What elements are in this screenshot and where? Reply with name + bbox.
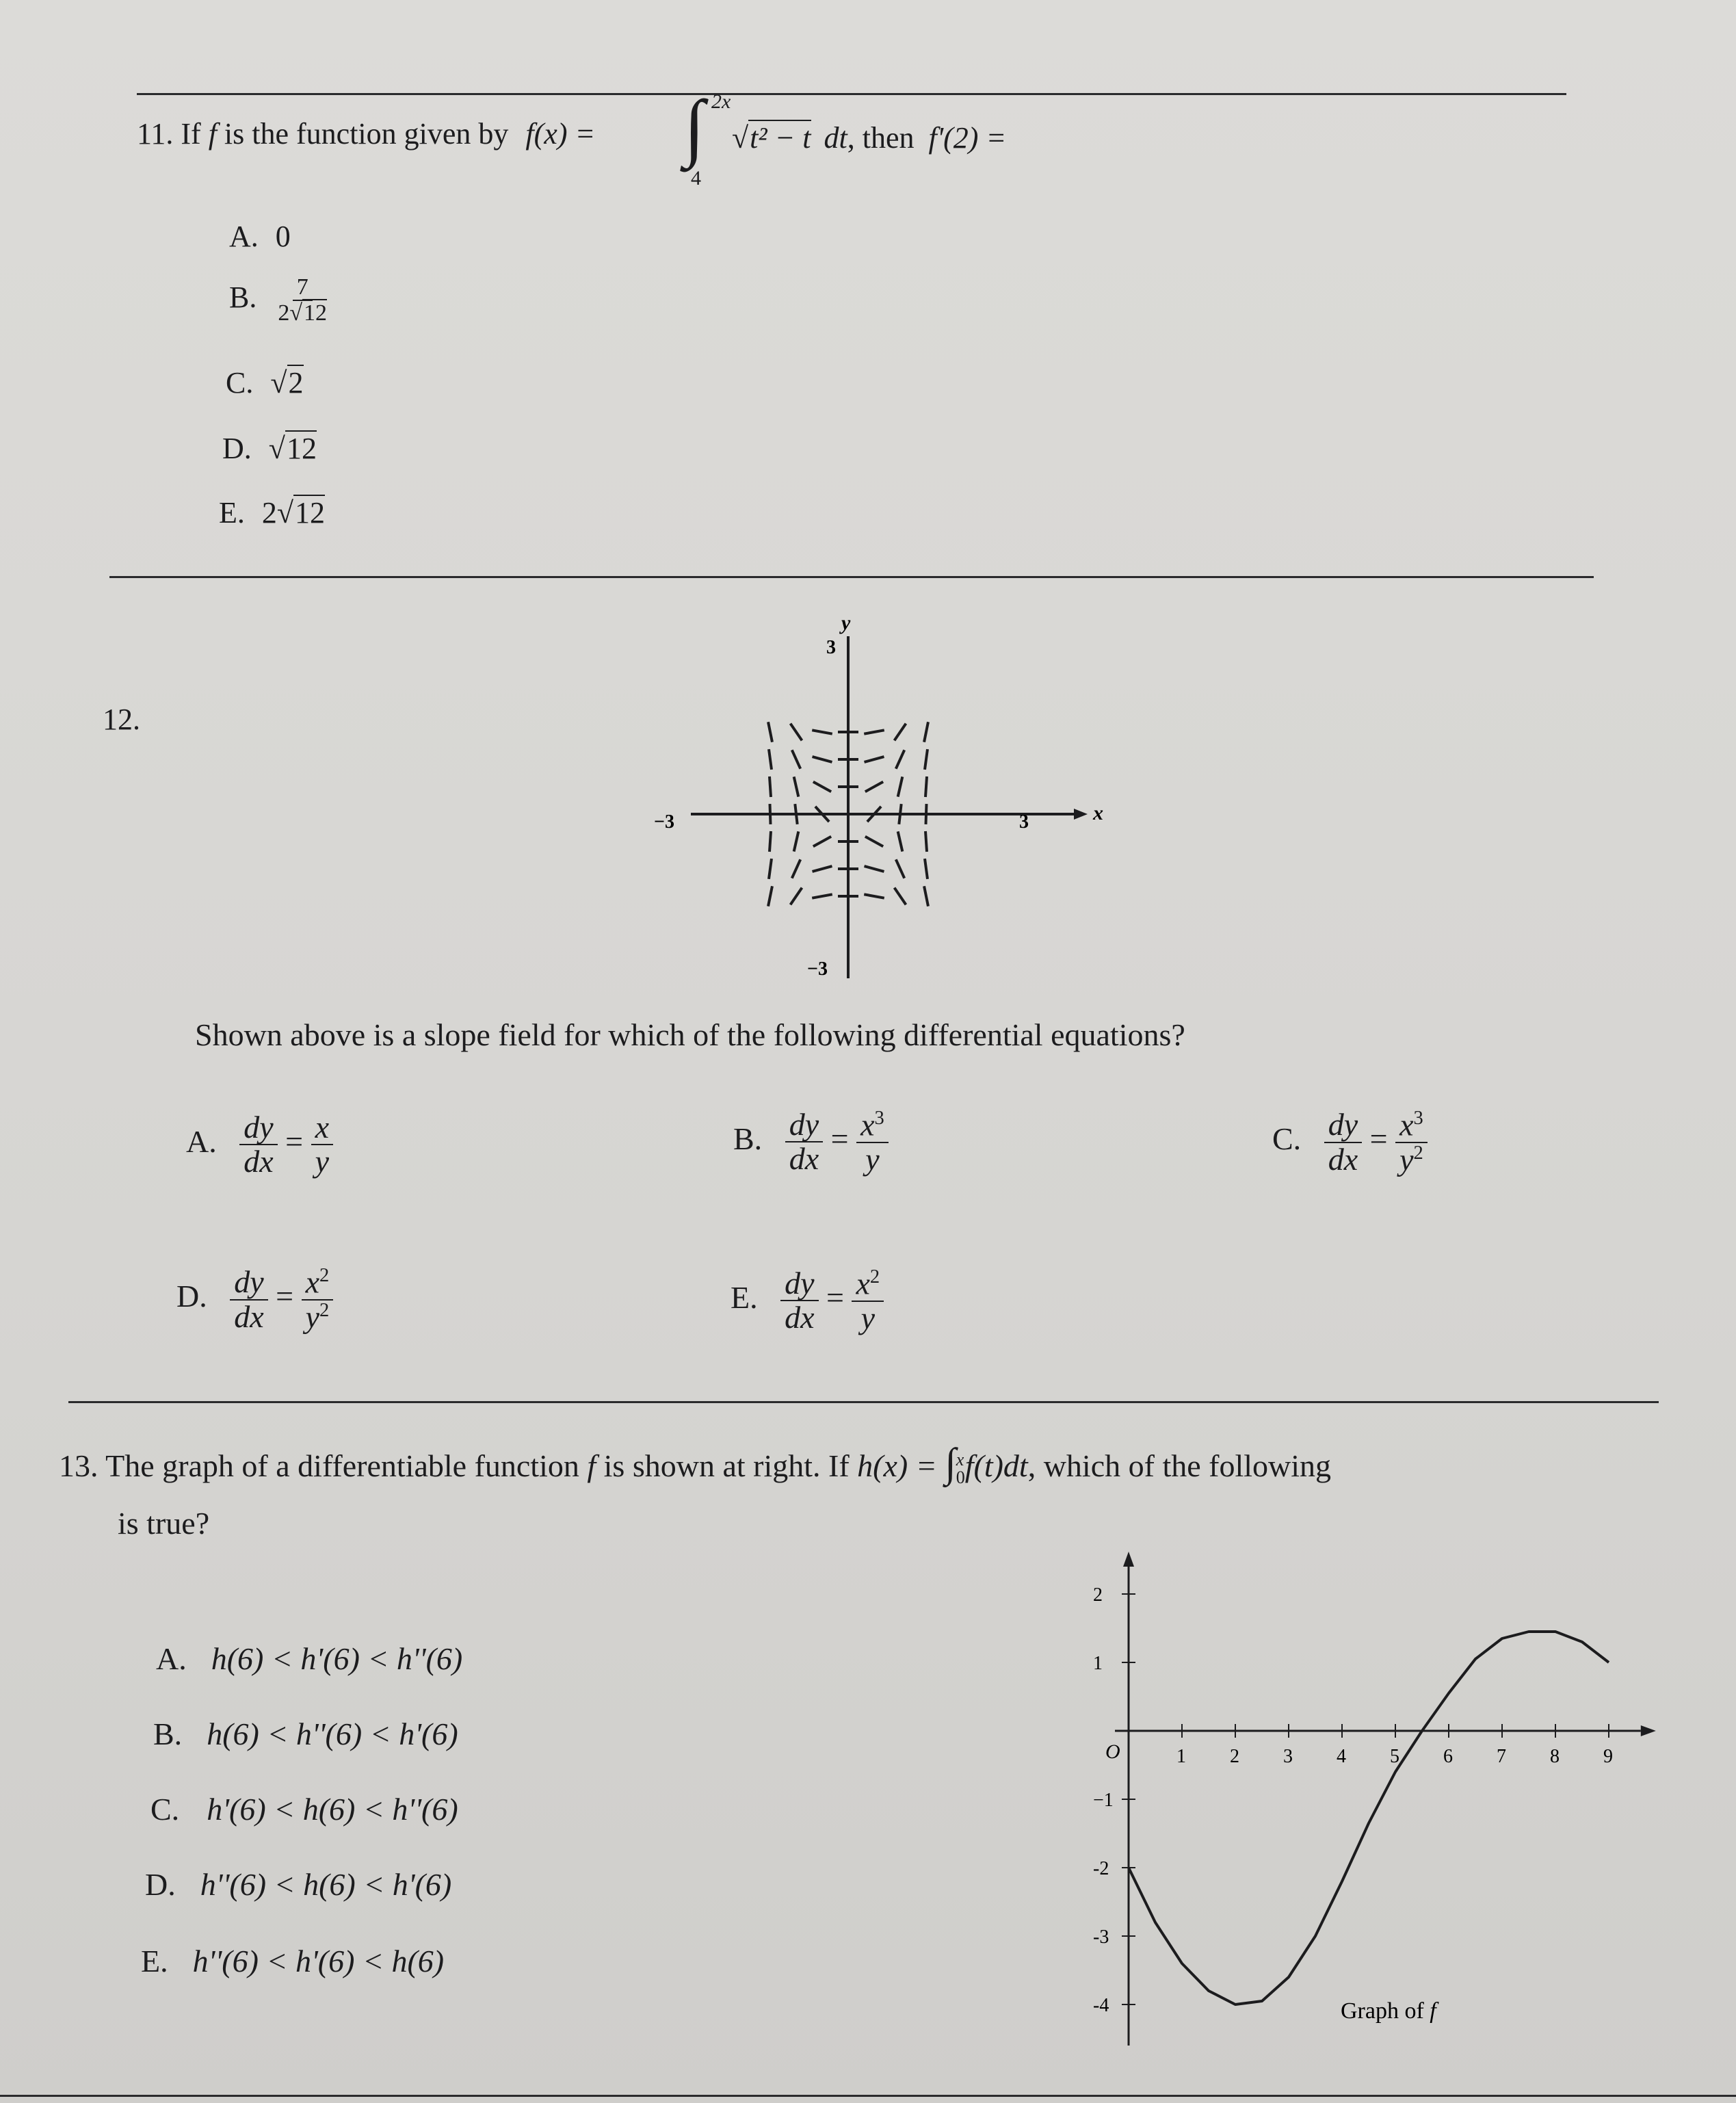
choice-letter: B.	[733, 1121, 763, 1157]
choice-letter: D.	[145, 1867, 176, 1902]
slope-mark	[791, 724, 802, 741]
slope-mark	[896, 859, 904, 878]
frac-den-rad: 12	[304, 300, 328, 326]
choice-text: 0	[275, 220, 291, 253]
f-x-tick-label: 7	[1497, 1746, 1506, 1767]
slope-mark	[791, 888, 802, 905]
slope-mark	[768, 886, 772, 906]
choice-prefix: 2	[261, 496, 277, 530]
slope-mark	[925, 859, 928, 879]
q11-fx: f(x) =	[525, 117, 596, 151]
slope-mark	[865, 782, 883, 792]
q11-dt: dt	[824, 121, 847, 155]
slope-mark	[924, 722, 928, 742]
slope-mark	[925, 831, 927, 852]
choice-letter: B.	[229, 280, 257, 314]
q13-text1: The graph of a differentiable function	[105, 1448, 579, 1483]
sf-y-label: y	[841, 612, 851, 634]
q13-choice-c[interactable]	[150, 1791, 458, 1827]
choice-text: h'(6) < h(6) < h''(6)	[207, 1792, 458, 1827]
slope-mark	[865, 837, 883, 846]
top-rule	[137, 93, 1566, 95]
sf-xmin: −3	[654, 811, 674, 833]
slope-mark	[865, 757, 884, 762]
slope-mark	[895, 724, 906, 741]
slope-mark	[898, 831, 903, 851]
q11-choice-a[interactable]	[229, 219, 291, 254]
f-graph-caption-f: f	[1430, 1998, 1436, 2024]
dy: dy	[239, 1111, 277, 1145]
q13-text2: is shown at right. If	[603, 1448, 850, 1483]
choice-radicand: 12	[286, 432, 317, 465]
q11-choice-d[interactable]: D. √12	[222, 432, 317, 465]
choice-letter: A.	[229, 220, 259, 253]
dx: dx	[1328, 1141, 1358, 1177]
choice-letter: E.	[141, 1944, 168, 1978]
f-origin-label: O	[1105, 1740, 1120, 1763]
dy: dy	[1324, 1108, 1362, 1142]
rhs-den: y	[865, 1141, 880, 1177]
rhs-den: y	[305, 1298, 320, 1334]
q11-upper: 2x	[711, 90, 731, 113]
frac-num: 7	[293, 275, 313, 301]
dy: dy	[780, 1267, 818, 1301]
f-y-tick-label: -4	[1093, 1995, 1109, 2016]
sf-x-arrow	[1074, 809, 1088, 820]
q11-integral-sign: ∫	[684, 85, 705, 168]
f-x-tick-label: 9	[1603, 1746, 1613, 1767]
choice-letter: E.	[731, 1280, 758, 1316]
q12-prompt: Shown above is a slope field for which of the following differential equations?	[195, 1017, 1185, 1052]
slope-mark	[813, 866, 832, 872]
f-y-tick-label: 2	[1093, 1584, 1103, 1606]
choice-letter: A.	[156, 1641, 187, 1676]
slope-mark	[813, 782, 831, 792]
q13-number: 13.	[59, 1448, 98, 1483]
q11-integrand: √t² − t dt, then f'(2) =	[732, 121, 1007, 155]
slope-field	[636, 595, 1101, 985]
divider-11-12	[109, 576, 1594, 578]
dx: dx	[234, 1298, 264, 1334]
rhs-den-exp: 2	[1413, 1142, 1423, 1164]
choice-radicand: 2	[288, 366, 304, 400]
choice-text: h(6) < h''(6) < h'(6)	[207, 1716, 458, 1751]
slope-mark	[864, 894, 884, 898]
q12-choice-a[interactable]: A. $\frac{dy}{dx}$ = $\frac{x}{y}$	[186, 1111, 333, 1179]
choice-letter: D.	[176, 1279, 207, 1314]
slope-mark	[792, 750, 800, 768]
slope-mark	[769, 859, 772, 879]
frac-den-pre: 2	[278, 300, 290, 326]
sf-xmax: 3	[1019, 811, 1029, 833]
q11-stem	[137, 116, 595, 151]
slope-mark	[924, 886, 928, 906]
dx: dx	[244, 1144, 274, 1179]
q11-fprime: f'(2) =	[928, 121, 1007, 155]
q11-choice-e[interactable]: E. 2√12	[219, 496, 326, 530]
choice-text: h''(6) < h(6) < h'(6)	[200, 1867, 452, 1902]
slope-mark	[896, 750, 904, 768]
choice-letter: E.	[219, 496, 245, 530]
f-y-tick-label: −1	[1093, 1790, 1114, 1811]
choice-radicand: 12	[295, 496, 326, 530]
q11-f: f	[208, 117, 217, 151]
q11-choice-b[interactable]	[229, 275, 331, 325]
rhs-num: x	[305, 1264, 320, 1300]
q13-choice-b[interactable]	[153, 1716, 458, 1752]
q13-choice-e[interactable]	[141, 1943, 444, 1979]
f-graph-caption: Graph of f	[1341, 1998, 1439, 2024]
f-x-tick-label: 5	[1390, 1746, 1399, 1767]
slope-mark	[812, 894, 832, 898]
sf-ymin: −3	[807, 958, 828, 980]
slope-mark	[925, 776, 927, 797]
f-x-tick-label: 1	[1176, 1746, 1186, 1767]
slope-mark	[864, 730, 884, 733]
q13-hx: h(x) =	[857, 1448, 937, 1483]
f-x-tick-label: 2	[1230, 1746, 1239, 1767]
q11-lead: If	[181, 117, 201, 151]
choice-letter: A.	[186, 1123, 217, 1159]
rhs-num: x	[311, 1111, 333, 1145]
choice-text: h''(6) < h'(6) < h(6)	[192, 1944, 445, 1978]
choice-fraction: $\frac{7}{2√12}$	[278, 274, 328, 326]
f-y-tick-label: 1	[1093, 1653, 1103, 1674]
f-x-tick-label: 6	[1443, 1746, 1453, 1767]
rhs-num: x	[1399, 1107, 1414, 1142]
divider-12-13	[68, 1401, 1659, 1403]
dx: dx	[789, 1141, 819, 1177]
rhs-num-exp: 3	[874, 1108, 884, 1129]
f-x-tick-label: 4	[1337, 1746, 1346, 1767]
dy: dy	[230, 1266, 267, 1300]
choice-letter: C.	[150, 1792, 180, 1827]
q13-text4: is true?	[118, 1506, 210, 1541]
q12-choice-e[interactable]: E. $\frac{dy}{dx}$ = $\frac{x^2}{y}$	[731, 1267, 884, 1335]
f-x-arrow	[1641, 1725, 1656, 1736]
q12-number: 12.	[103, 703, 140, 736]
choice-letter: B.	[153, 1716, 183, 1751]
slope-mark	[813, 757, 832, 762]
rhs-den: y	[315, 1144, 330, 1179]
sf-ymax: 3	[826, 637, 836, 658]
rhs-den-exp: 2	[319, 1299, 330, 1321]
q13-integrand: f(t)dt	[964, 1448, 1028, 1483]
f-y-tick-label: -3	[1093, 1926, 1109, 1948]
q13-text3: , which of the following	[1027, 1448, 1332, 1483]
rhs-num: x	[856, 1266, 870, 1301]
choice-letter: D.	[222, 432, 252, 465]
q11-radicand: t² − t	[750, 121, 811, 155]
q13-choice-a[interactable]	[156, 1641, 462, 1677]
dy: dy	[785, 1108, 823, 1142]
rhs-num-exp: 3	[1413, 1108, 1423, 1129]
q11-choice-c[interactable]: C. √2	[226, 366, 304, 400]
slope-mark	[792, 859, 800, 878]
bottom-rule	[0, 2095, 1736, 2097]
f-x-tick-label: 3	[1283, 1746, 1293, 1767]
rhs-den: y	[860, 1300, 876, 1335]
f-x-tick-label: 8	[1550, 1746, 1560, 1767]
rhs-den: y	[1399, 1141, 1414, 1177]
slope-mark	[865, 866, 884, 872]
q13-choice-d[interactable]	[145, 1866, 451, 1903]
slope-mark	[813, 837, 831, 846]
slope-mark	[925, 749, 928, 770]
f-curve	[1129, 1632, 1609, 2004]
slope-mark	[770, 776, 771, 797]
slope-mark	[794, 776, 799, 796]
f-graph	[1081, 1539, 1683, 2032]
f-y-tick-label: -2	[1093, 1858, 1109, 1879]
slope-mark	[769, 749, 772, 770]
q11-number: 11.	[137, 117, 174, 151]
slope-mark	[768, 722, 772, 742]
q13-int-lower: 0	[956, 1467, 965, 1488]
q12-choice-d[interactable]: D. $\frac{dy}{dx}$ = $\frac{x^2}{y^2}$	[176, 1266, 333, 1333]
q12-choice-c[interactable]: C. $\frac{dy}{dx}$ = $\frac{x^3}{y^2}$	[1272, 1108, 1428, 1176]
rhs-num: x	[860, 1107, 875, 1142]
slope-mark	[770, 831, 771, 852]
choice-letter: C.	[226, 366, 254, 400]
choice-letter: C.	[1272, 1121, 1302, 1157]
f-y-arrow	[1123, 1552, 1134, 1567]
q11-lower: 4	[691, 167, 701, 190]
slope-mark	[794, 831, 799, 851]
q13-stem: 13. The graph of a differentiable function f is shown at right. If h(x) = ∫ x 0 f(t)dt, which of the following	[59, 1440, 1332, 1488]
slope-mark	[812, 730, 832, 733]
slope-mark	[898, 776, 903, 796]
rhs-num-exp: 2	[869, 1266, 880, 1288]
choice-text: h(6) < h'(6) < h''(6)	[211, 1641, 463, 1676]
f-graph-content	[1093, 1552, 1656, 2046]
rhs-num-exp: 2	[319, 1265, 330, 1286]
q12-choice-b[interactable]: B. $\frac{dy}{dx}$ = $\frac{x^3}{y}$	[733, 1108, 889, 1176]
slope-mark	[895, 888, 906, 905]
dx: dx	[785, 1300, 815, 1335]
sf-x-label: x	[1093, 802, 1103, 824]
q13-int-upper: x	[956, 1450, 964, 1470]
q13-f: f	[587, 1448, 596, 1483]
q11-then: , then	[847, 121, 915, 155]
q11-desc: is the function given by	[224, 117, 509, 151]
